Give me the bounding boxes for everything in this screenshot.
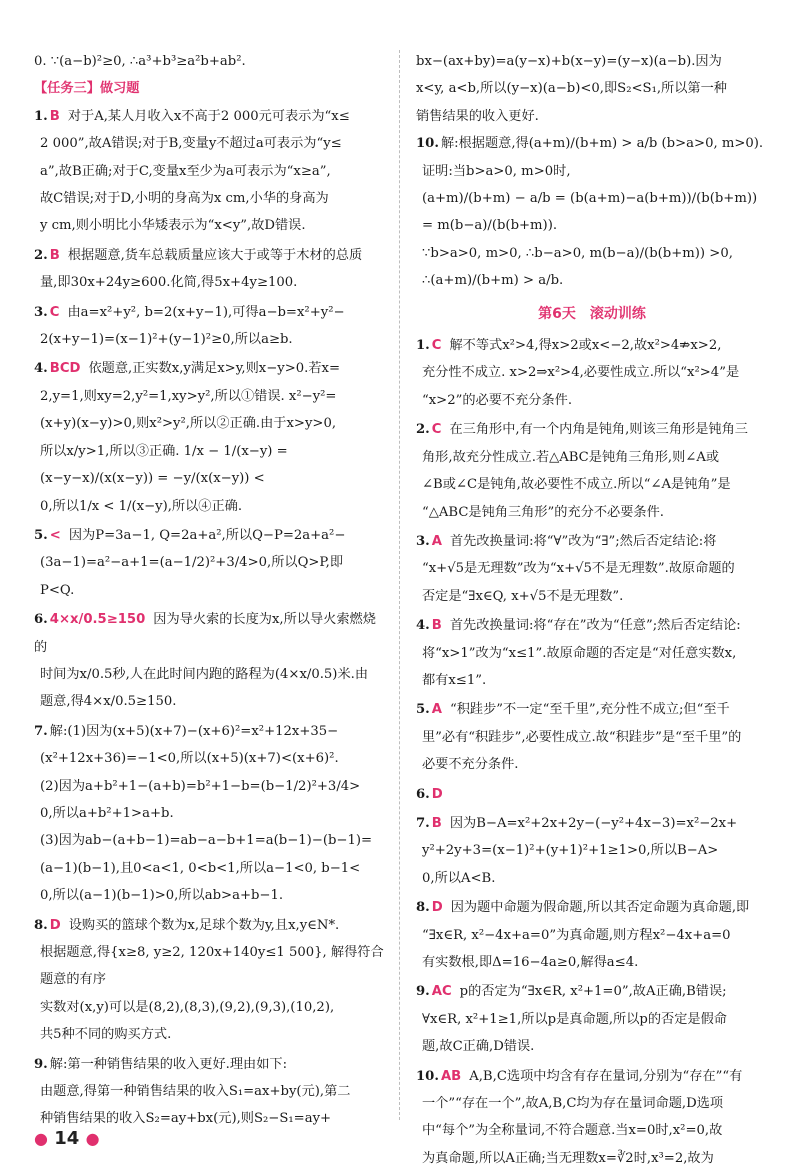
- right-column: [416, 48, 768, 1174]
- item-text: 否定是“∃x∈Q, x+√5不是无理数”.: [422, 588, 624, 604]
- item-text: 0,所以(a−1)(b−1)>0,所以ab>a+b−1.: [40, 888, 284, 904]
- item-number: 4.: [416, 618, 430, 634]
- item-text: x<y, a<b,所以(y−x)(a−b)<0,即S₂<S₁,所以第一种: [416, 81, 727, 97]
- item-text: P<Q.: [40, 582, 75, 598]
- item-text: 设购买的篮球个数为x,足球个数为y,且x,y∈N*.: [68, 917, 340, 933]
- answer-item: [34, 1051, 384, 1133]
- item-number: 1.: [416, 338, 430, 354]
- item-text: ∠B或∠C是钝角,故必要性不成立.所以“∠A是钝角”是: [422, 477, 731, 493]
- item-text: 由题意,得第一种销售结果的收入S₁=ax+by(元),第二: [40, 1084, 351, 1100]
- page-number: 14: [54, 1128, 80, 1149]
- item-text: 量,即30x+24y≥600.化简,得5x+4y≥100.: [40, 275, 298, 291]
- item-text: A,B,C选项中均含有存在量词,分别为“存在”“有: [469, 1068, 743, 1084]
- item-text: 实数对(x,y)可以是(8,2),(8,3),(9,2),(9,3),(10,2),: [40, 999, 335, 1015]
- answer-item: [416, 810, 768, 892]
- item-number: 6.: [34, 612, 48, 628]
- item-text: 证明:当b>a>0, m>0时,: [422, 163, 571, 179]
- item-text: y cm,则小明比小华矮表示为“x<y”,故D错误.: [40, 218, 306, 234]
- item-text: 中“每个”为全称量词,不符合题意.当x=0时,x²=0,故: [422, 1123, 723, 1139]
- answer-item: [34, 606, 384, 716]
- answer-item: [416, 416, 768, 526]
- answer-item: [416, 528, 768, 610]
- item-text: 在三角形中,有一个内角是钝角,则该三角形是钝角三: [449, 422, 748, 438]
- item-text: “x+√5是无理数”改为“x+√5不是无理数”.故原命题的: [422, 561, 735, 577]
- item-text: 因为导火索的长度为x,所以导火索燃烧的: [34, 612, 376, 655]
- answer-key: AC: [431, 984, 452, 1000]
- item-text: 解不等式x²>4,得x>2或x<−2,故x²>4⇏x>2,: [449, 338, 722, 354]
- bullet-dot-icon: ●: [34, 1129, 48, 1148]
- item-text: (2)因为a+b²+1−(a+b)=b²+1−b=(b−1/2)²+3/4>: [40, 778, 361, 794]
- item-text: 故C错误;对于D,小明的身高为x cm,小华的身高为: [40, 191, 329, 207]
- left-column: [34, 48, 384, 1135]
- answer-key: D: [431, 900, 443, 916]
- answer-item: [416, 894, 768, 976]
- item-text: “△ABC是钝角三角形”的充分不必要条件.: [422, 504, 664, 520]
- answer-item: [34, 718, 384, 910]
- item-text: 必要不充分条件.: [422, 757, 519, 773]
- item-text: (a−1)(b−1),且0<a<1, 0<b<1,所以a−1<0, b−1<: [40, 860, 361, 876]
- item-text: 依题意,正实数x,y满足x>y,则x−y>0.若x=: [88, 361, 341, 377]
- item-text: “x>2”的必要不充分条件.: [422, 392, 573, 408]
- bullet-dot-icon: ●: [85, 1129, 100, 1148]
- item-text: 都有x≤1”.: [422, 672, 487, 688]
- item-text: (x+y)(x−y)>0,则x²>y²,所以②正确.由于x>y>0,: [40, 416, 337, 432]
- item-text: 根据题意,货车总载质量应该大于或等于木材的总质: [67, 247, 363, 263]
- item-text: 0,所以A<B.: [422, 870, 496, 886]
- item-number: 8.: [416, 900, 430, 916]
- item-number: 3.: [416, 533, 430, 549]
- answer-key: <: [49, 527, 61, 543]
- answer-key: BCD: [49, 361, 81, 377]
- item-text: y²+2y+3=(x−1)²+(y+1)²+1≥1>0,所以B−A>: [422, 843, 719, 859]
- item-number: 7.: [416, 815, 430, 831]
- item-text: 2(x+y−1)=(x−1)²+(y−1)²≥0,所以a≥b.: [40, 332, 293, 348]
- answer-item: [416, 978, 768, 1060]
- item-text: 销售结果的收入更好.: [416, 108, 539, 124]
- answer-key: D: [49, 917, 61, 933]
- item-number: 5.: [34, 527, 48, 543]
- section-header: 【任务三】做习题: [34, 81, 140, 97]
- item-number: 2.: [34, 247, 48, 263]
- item-text: (x²+12x+36)=−1<0,所以(x+5)(x+7)<(x+6)².: [40, 751, 339, 767]
- item-text: (3a−1)=a²−a+1=(a−1/2)²+3/4>0,所以Q>P,即: [40, 555, 344, 571]
- answer-item: [34, 103, 384, 240]
- item-text: 一个”“存在一个”,故A,B,C均为存在量词命题,D选项: [422, 1096, 724, 1112]
- item-text: 由a=x²+y², b=2(x+y−1),可得a−b=x²+y²−: [67, 304, 345, 320]
- answer-item: [416, 1063, 768, 1173]
- item-text: ∵b>a>0, m>0, ∴b−a>0, m(b−a)/(b(b+m)) >0,: [422, 245, 733, 261]
- answer-key: C: [431, 422, 442, 438]
- answer-key: A: [431, 533, 442, 549]
- item-number: 8.: [34, 917, 48, 933]
- answer-item: [416, 332, 768, 414]
- item-text: 将“x>1”改为“x≤1”.故原命题的否定是“对任意实数x,: [422, 645, 737, 661]
- answer-key: C: [431, 338, 442, 354]
- item-number: 2.: [416, 422, 430, 438]
- item-text: ∀x∈R, x²+1≥1,所以p是真命题,所以p的否定是假命: [422, 1011, 727, 1027]
- item-text: 题,故C正确,D错误.: [422, 1039, 535, 1055]
- item-text: 时间为x/0.5秒,人在此时间内跑的路程为(4×x/0.5)米.由: [40, 666, 369, 682]
- answer-item: [34, 299, 384, 354]
- answer-key: A: [431, 702, 442, 718]
- page-footer: [34, 1128, 100, 1149]
- item-number: 9.: [34, 1056, 48, 1072]
- item-text: “积跬步”不一定“至千里”,充分性不成立;但“至千: [450, 702, 730, 718]
- item-text: 解:第一种销售结果的收入更好.理由如下:: [49, 1056, 288, 1072]
- item-number: 10.: [416, 136, 439, 152]
- item-text: 根据题意,得{x≥8, y≥2, 120x+140y≤1 500}, 解得符合题意的有序: [40, 945, 384, 988]
- answer-item: [416, 130, 768, 294]
- answer-key: 4×x/0.5≥150: [49, 612, 146, 628]
- item-text: 所以x/y>1,所以③正确. 1/x − 1/(x−y) = (x−y−x)/(x(x−y)) = −y/(x(x−y)) <: [40, 443, 288, 487]
- answer-key: B: [49, 247, 60, 263]
- item-number: 3.: [34, 304, 48, 320]
- item-number: 9.: [416, 984, 430, 1000]
- item-text: a”,故B正确;对于C,变量x至少为a可表示为“x≥a”,: [40, 163, 331, 179]
- item-text: 为真命题,所以A正确;当无理数x=∛2时,x³=2,故为: [422, 1150, 714, 1166]
- answer-key: B: [431, 815, 442, 831]
- column-divider: [399, 50, 400, 1120]
- item-text: 2 000”,故A错误;对于B,变量y不超过a可表示为“y≤: [40, 136, 342, 152]
- item-text: 因为P=3a−1, Q=2a+a²,所以Q−P=2a+a²−: [68, 527, 346, 543]
- answer-item: [416, 612, 768, 694]
- item-text: (a+m)/(b+m) − a/b = (b(a+m)−a(b+m))/(b(b+m)) = m(b−a)/(b(b+m)).: [422, 191, 758, 234]
- item-text: 解:根据题意,得(a+m)/(b+m) > a/b (b>a>0, m>0).: [440, 136, 764, 152]
- item-text: 因为题中命题为假命题,所以其否定命题为真命题,即: [450, 900, 750, 916]
- section-title: 第6天 滚动训练: [538, 305, 646, 322]
- answer-key: AB: [440, 1068, 462, 1084]
- item-text: 里”必有“积跬步”,必要性成立.故“积跬步”是“至千里”的: [422, 729, 742, 745]
- item-number: 6.: [416, 786, 430, 802]
- answer-item: [34, 912, 384, 1049]
- answer-item: [416, 696, 768, 778]
- item-number: 7.: [34, 723, 48, 739]
- item-text: 充分性不成立. x>2⇒x²>4,必要性成立.所以“x²>4”是: [422, 365, 740, 381]
- answer-item: [416, 781, 768, 808]
- answer-key: D: [431, 786, 443, 802]
- answer-item: [34, 242, 384, 297]
- item-text: 因为B−A=x²+2x+2y−(−y²+4x−3)=x²−2x+: [449, 815, 738, 831]
- answer-item: [34, 522, 384, 604]
- item-text: “∃x∈R, x²−4x+a=0”为真命题,则方程x²−4x+a=0: [422, 927, 731, 943]
- item-text: 0,所以1/x < 1/(x−y),所以④正确.: [40, 498, 243, 514]
- item-text: 共5种不同的购买方式.: [40, 1027, 172, 1043]
- answer-key: B: [49, 108, 60, 124]
- item-number: 10.: [416, 1068, 439, 1084]
- item-text: 0,所以a+b²+1>a+b.: [40, 805, 174, 821]
- answer-item: [34, 355, 384, 519]
- item-text: 题意,得4×x/0.5≥150.: [40, 694, 177, 710]
- item-text: (3)因为ab−(a+b−1)=ab−a−b+1=a(b−1)−(b−1)=: [40, 833, 373, 849]
- item-text: 有实数根,即Δ=16−4a≥0,解得a≤4.: [422, 955, 639, 970]
- item-text: bx−(ax+by)=a(y−x)+b(x−y)=(y−x)(a−b).因为: [416, 54, 722, 69]
- left-intro: 0. ∵(a−b)²≥0, ∴a³+b³≥a²b+ab².: [34, 54, 246, 69]
- answer-key: B: [431, 618, 442, 634]
- item-text: 种销售结果的收入S₂=ay+bx(元),则S₂−S₁=ay+: [40, 1111, 332, 1127]
- item-number: 1.: [34, 108, 48, 124]
- item-text: 对于A,某人月收入x不高于2 000元可表示为“x≤: [67, 108, 350, 124]
- item-text: 2,y=1,则xy=2,y²=1,xy>y²,所以①错误. x²−y²=: [40, 388, 337, 404]
- item-text: 角形,故充分性成立.若△ABC是钝角三角形,则∠A或: [422, 449, 720, 465]
- item-text: 解:(1)因为(x+5)(x+7)−(x+6)²=x²+12x+35−: [49, 723, 339, 739]
- item-text: ∴(a+m)/(b+m) > a/b.: [422, 273, 564, 289]
- item-text: p的否定为“∃x∈R, x²+1=0”,故A正确,B错误;: [459, 984, 727, 1000]
- item-number: 4.: [34, 361, 48, 377]
- item-text: 首先改换量词:将“∀”改为“∃”;然后否定结论:将: [450, 533, 717, 549]
- item-text: 首先改换量词:将“存在”改为“任意”;然后否定结论:: [449, 618, 741, 634]
- item-number: 5.: [416, 702, 430, 718]
- answer-key: C: [49, 304, 60, 320]
